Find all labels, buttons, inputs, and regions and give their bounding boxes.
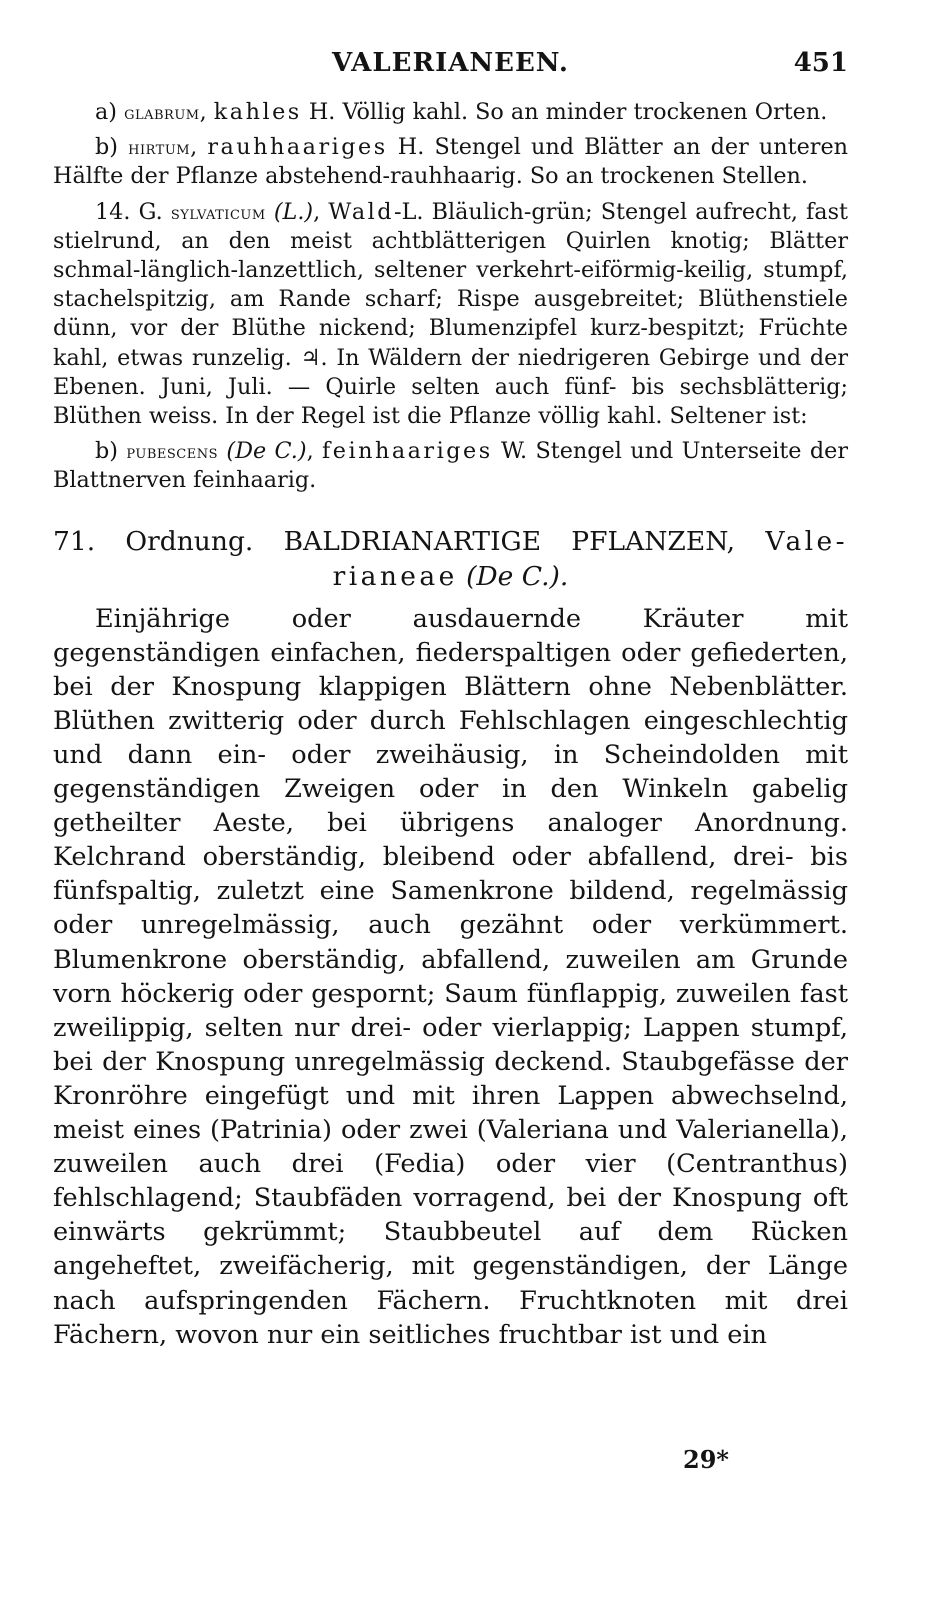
- variety-a-marker: a): [95, 99, 117, 125]
- order-latin-part2: rianeae: [332, 560, 458, 592]
- book-page: [53, 48, 848, 1352]
- species-name: sylvaticum: [170, 200, 266, 224]
- variety-a-text: H. Völlig kahl. So an minder trockenen Orten.: [301, 99, 828, 125]
- order-title: BALDRIANARTIGE PFLANZEN,: [283, 525, 736, 557]
- species-author: (L.): [273, 198, 314, 225]
- variety-a-paragraph: a) glabrum, kahles H. Völlig kahl. So an minder trockenen Orten.: [95, 99, 828, 125]
- pubescens-marker: b): [95, 438, 118, 465]
- variety-a-common: kahles: [213, 99, 302, 125]
- variety-b-common: rauhhaariges: [207, 134, 388, 161]
- species-common: Wald: [328, 198, 395, 225]
- pubescens-name: pubescens: [126, 440, 218, 464]
- pubescens-author: (De C.): [226, 438, 307, 465]
- pubescens-common: feinhaariges: [322, 438, 493, 465]
- description-paragraph: Einjährige oder ausdauernde Kräuter mit gegenständigen einfachen, fiederspaltigen oder gefiederten, bei der Knospung klappigen Blättern ohne Nebenblätter. Blüthen zwitterig oder durch Fehlschlagen eingeschlechtig und dann ein- oder zweihäusig, in Scheindolden mit gegenständigen Zweigen oder in den Winkeln gabelig getheilter Aeste, bei übrigens analoger Anordnung. Kelchrand oberständig, bleibend oder abfallend, drei- bis fünfspaltig, zuletzt eine Samenkrone bildend, regelmässig oder unregelmässig, auch gezähnt oder verkümmert. Blumenkrone oberständig, abfallend, zuweilen am Grunde vorn höckerig oder gespornt; Saum fünflappig, zuweilen fast zweilippig, selten nur drei- oder vierlappig; Lappen stumpf, bei der Knospung unregelmässig deckend. Staubgefässe der Kronröhre eingefügt und mit ihren Lappen abwechselnd, meist eines (Patrinia) oder zwei (Valeriana und Valerianella), zuweilen auch drei (Fedia) oder vier (Centranthus) fehlschlagend; Staubfäden vorragend, bei der Knospung oft einwärts gekrümmt; Staubbeutel auf dem Rücken angeheftet, zweifächerig, mit gegenständigen, der Länge nach aufspringenden Fächern. Fruchtknoten mit drei Fächern, wovon nur ein seitliches fruchtbar ist und ein: [53, 603, 848, 1350]
- order-author: (De C.).: [466, 560, 569, 592]
- species-entries: [53, 98, 848, 496]
- signature-mark: 29*: [683, 1445, 729, 1474]
- variety-pubescens-paragraph: b) pubescens (De C.), feinhaariges W. Stengel und Unterseite der Blattnerven feinhaarig.: [53, 438, 848, 494]
- order-number: 71. Ordnung.: [53, 525, 254, 557]
- variety-a-name: glabrum: [124, 101, 200, 124]
- order-heading: [53, 524, 848, 594]
- variety-b-name: hirtum: [128, 136, 191, 160]
- pubescens-text: W. Stengel und Unterseite der Blattnerven feinhaarig.: [53, 438, 848, 494]
- running-head: [53, 48, 848, 88]
- species-number: 14. G.: [95, 198, 163, 225]
- species-14-paragraph: 14. G. sylvaticum (L.), Wald-L. Bläulich-grün; Stengel aufrecht, fast stielrund, an den meist achtblätterigen Quirlen knotig; Blätter schmal-länglich-lanzettlich, seltener verkehrt-eiförmig-keilig, stumpf, stachelspitzig, am Rande scharf; Rispe ausgebreitet; Blüthenstiele dünn, vor der Blüthe nickend; Blumenzipfel kurz-bespitzt; Früchte kahl, etwas runzelig. ♃. In Wäldern der niedrigeren Gebirge und der Ebenen. Juni, Juli. — Quirle selten auch fünf- bis sechsblätterig; Blüthen weiss. In der Regel ist die Pflanze völlig kahl. Seltener ist:: [53, 198, 849, 430]
- running-head-title: VALERIANEEN.: [332, 48, 569, 78]
- variety-b-paragraph: b) hirtum, rauhhaariges H. Stengel und Blätter an der unteren Hälfte der Pflanze abstehend-rauhhaarig. So an trockenen Stellen.: [53, 134, 848, 190]
- page-number: 451: [793, 48, 848, 78]
- order-description: [53, 602, 848, 1352]
- order-latin-part1: Vale-: [765, 525, 848, 557]
- variety-b-marker: b): [95, 134, 118, 161]
- variety-b-text: H. Stengel und Blätter an der unteren Hälfte der Pflanze abstehend-rauhhaarig. So an trockenen Stellen.: [53, 134, 848, 190]
- species-text: -L. Bläulich-grün; Stengel aufrecht, fast stielrund, an den meist achtblätterigen Quirlen knotig; Blätter schmal-länglich-lanzettlich, seltener verkehrt-eiförmig-keilig, stumpf, stachelspitzig, am Rande scharf; Rispe ausgebreitet; Blüthenstiele dünn, vor der Blüthe nickend; Blumenzipfel kurz-bespitzt; Früchte kahl, etwas runzelig. ♃. In Wäldern der niedrigeren Gebirge und der Ebenen. Juni, Juli. — Quirle selten auch fünf- bis sechsblätterig; Blüthen weiss. In der Regel ist die Pflanze völlig kahl. Seltener ist:: [53, 198, 849, 430]
